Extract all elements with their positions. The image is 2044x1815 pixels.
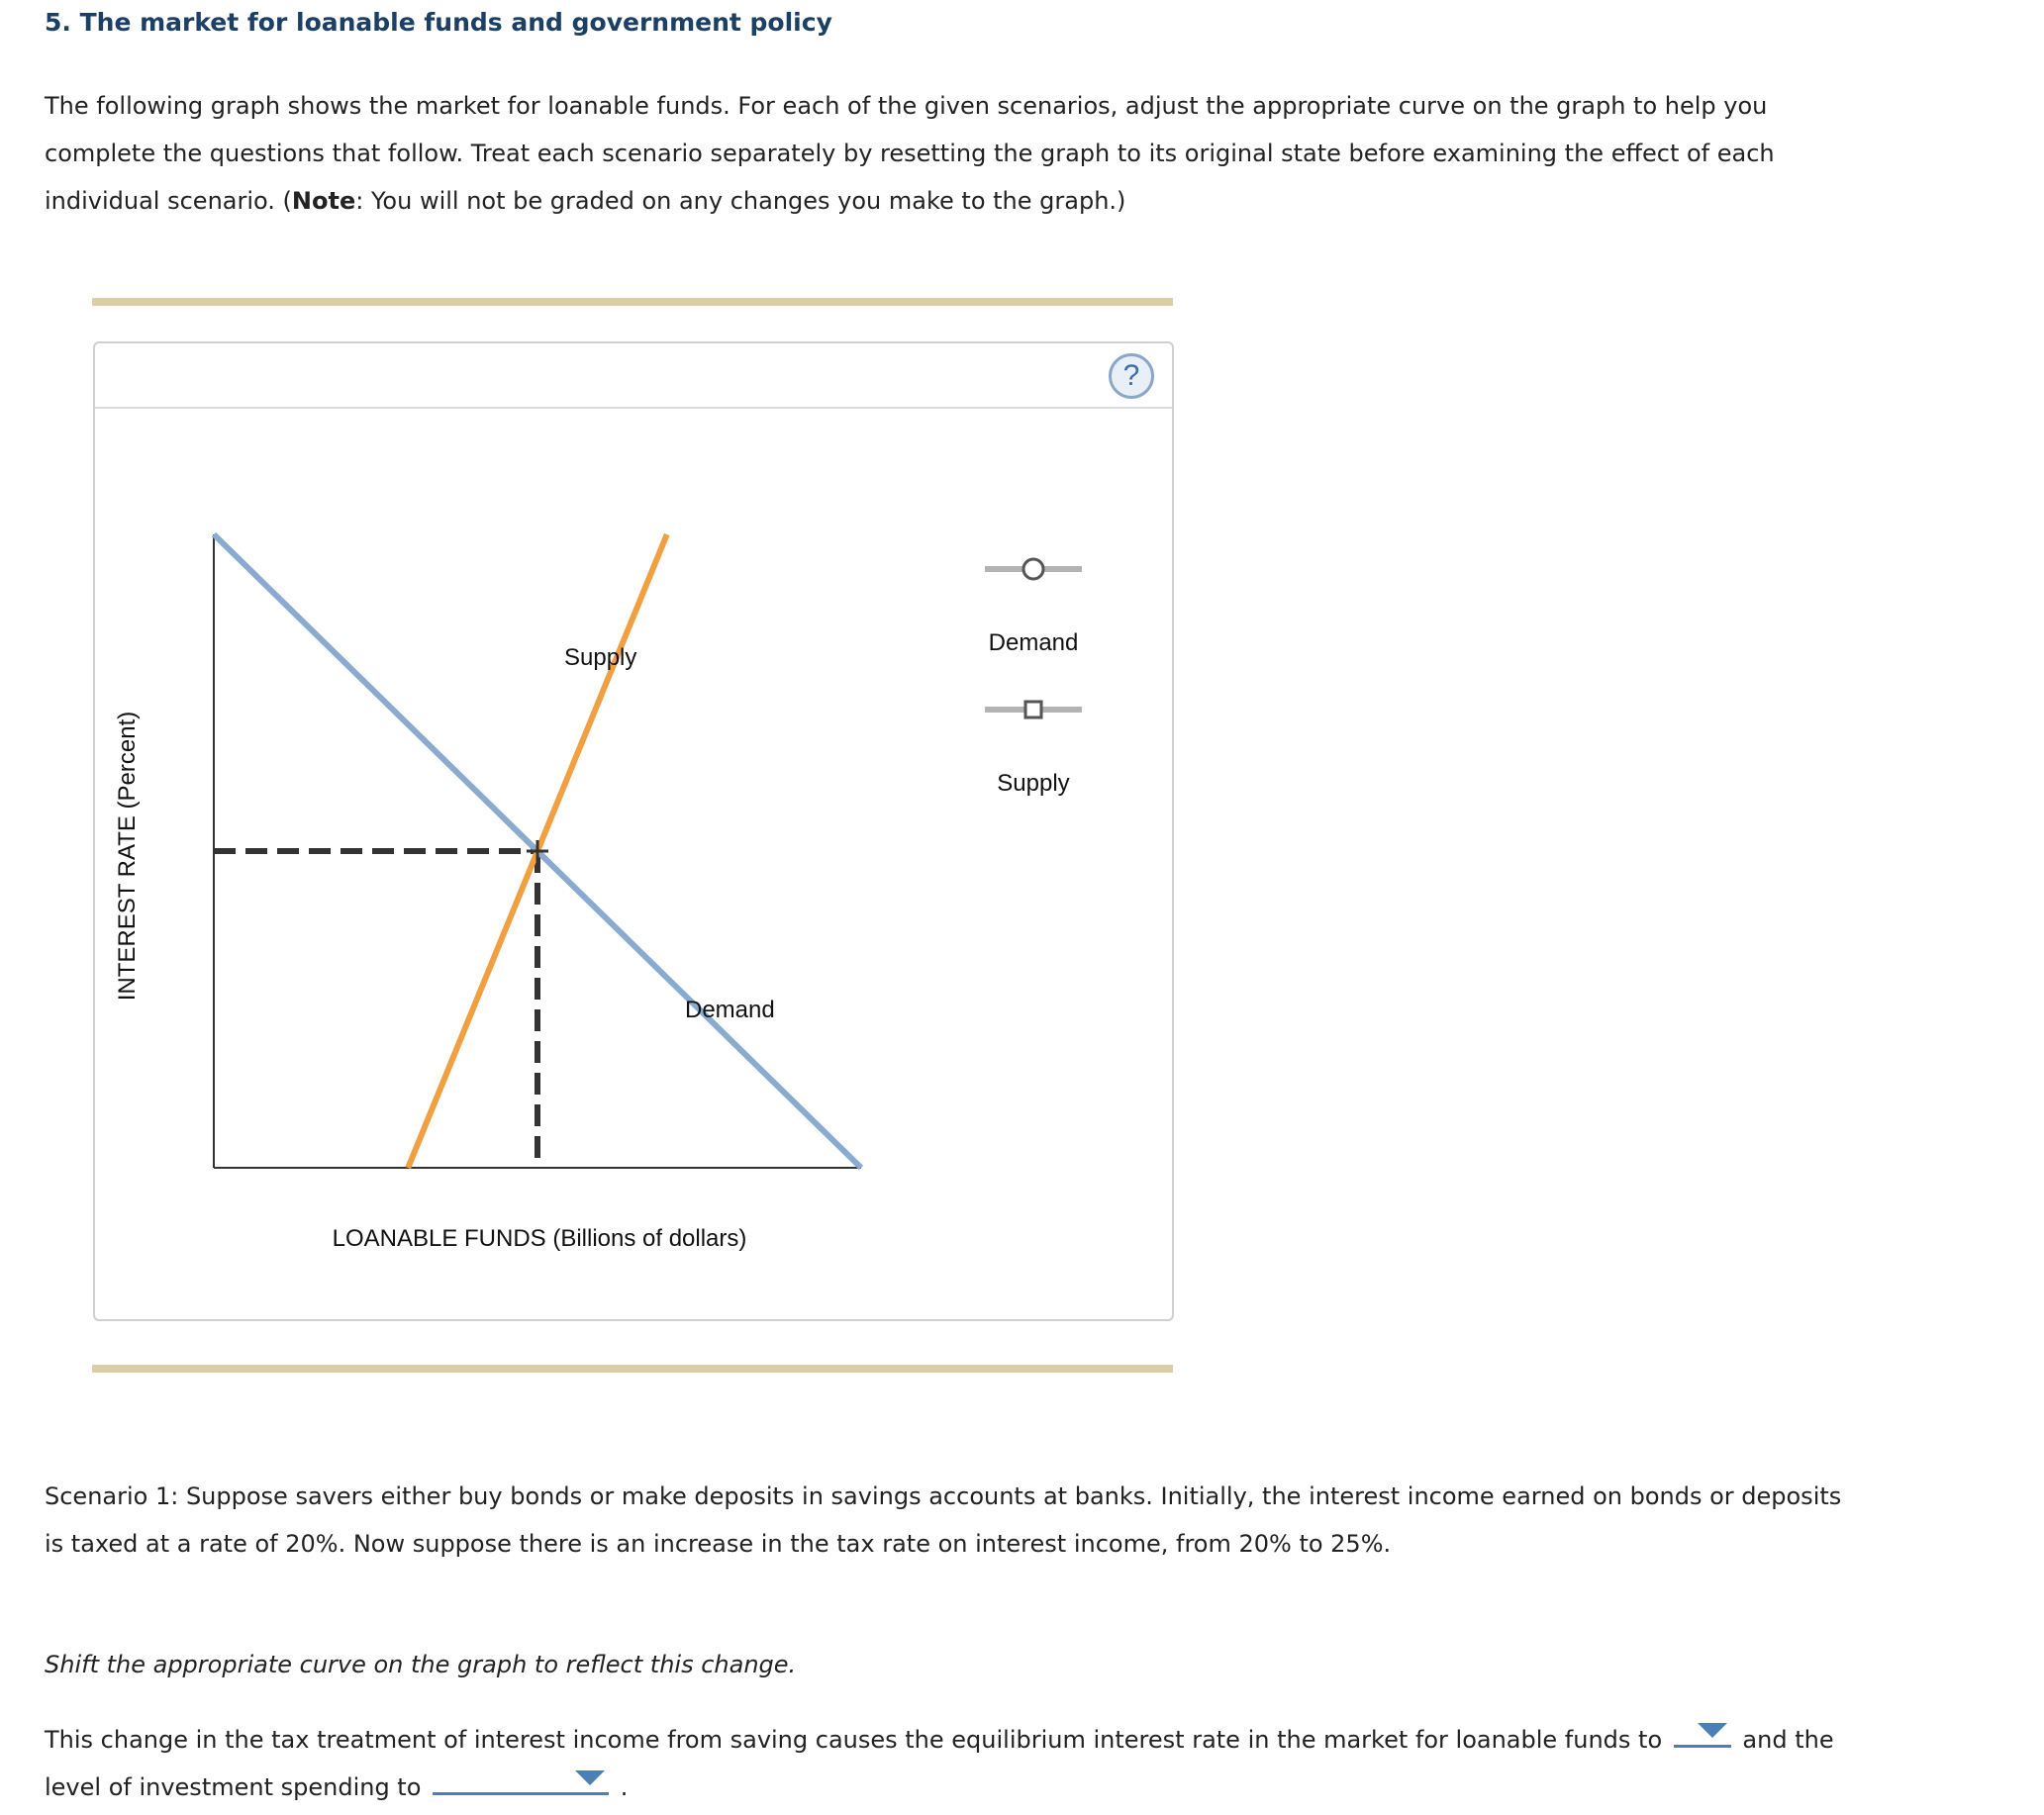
legend-supply-label: Supply — [997, 770, 1070, 797]
demand-handle-icon[interactable] — [1023, 559, 1043, 579]
intro-note-bold: Note — [291, 187, 356, 215]
scenario-instruction: Shift the appropriate curve on the graph to reflect this change. — [45, 1651, 797, 1678]
intro-line-1: The following graph shows the market for loanable funds. For each of the given scenarios, adjust the appropriate curve on the graph to help you — [45, 92, 1768, 120]
help-icon[interactable]: ? — [1109, 353, 1154, 399]
chevron-down-icon — [575, 1770, 605, 1785]
question-text-1: This change in the tax treatment of interest income from saving causes the equilibrium interest rate in the market for loanable funds to — [45, 1726, 1663, 1754]
supply-handle-icon[interactable] — [1025, 702, 1041, 717]
x-axis-title: LOANABLE FUNDS (Billions of dollars) — [332, 1225, 747, 1252]
intro-line-2: complete the questions that follow. Treat each scenario separately by resetting the graph to its original state before examining the effect of each — [45, 140, 1775, 167]
legend-supply-tool[interactable] — [985, 702, 1082, 717]
chevron-down-icon — [1698, 1723, 1727, 1738]
interest-rate-dropdown[interactable] — [1674, 1713, 1731, 1748]
question-text-3: level of investment spending to — [45, 1773, 422, 1801]
graph-bottom-divider — [92, 1365, 1173, 1373]
legend-demand-label: Demand — [988, 629, 1079, 656]
question-text-2: and the — [1742, 1726, 1834, 1754]
question-end: . — [620, 1773, 629, 1801]
question-line-2 — [45, 1761, 628, 1811]
intro-line-3-end: : You will not be graded on any changes you make to the graph.) — [355, 187, 1126, 215]
investment-spending-dropdown[interactable] — [433, 1761, 609, 1795]
legend-demand-tool[interactable] — [985, 559, 1082, 579]
scenario-line-2: is taxed at a rate of 20%. Now suppose there is an increase in the tax rate on interest income, from 20% to 25%. — [45, 1530, 1392, 1558]
intro-line-3-start: individual scenario. ( — [45, 187, 292, 215]
question-title: 5. The market for loanable funds and government policy — [45, 8, 832, 37]
question-line-1 — [45, 1713, 1834, 1764]
demand-curve-label: Demand — [685, 997, 775, 1023]
supply-curve-label: Supply — [564, 644, 637, 671]
scenario-line-1: Scenario 1: Suppose savers either buy bonds or make deposits in savings accounts at banks. Initially, the interest income earned on bonds or deposits — [45, 1482, 1842, 1510]
y-axis-title: INTEREST RATE (Percent) — [114, 711, 141, 1002]
